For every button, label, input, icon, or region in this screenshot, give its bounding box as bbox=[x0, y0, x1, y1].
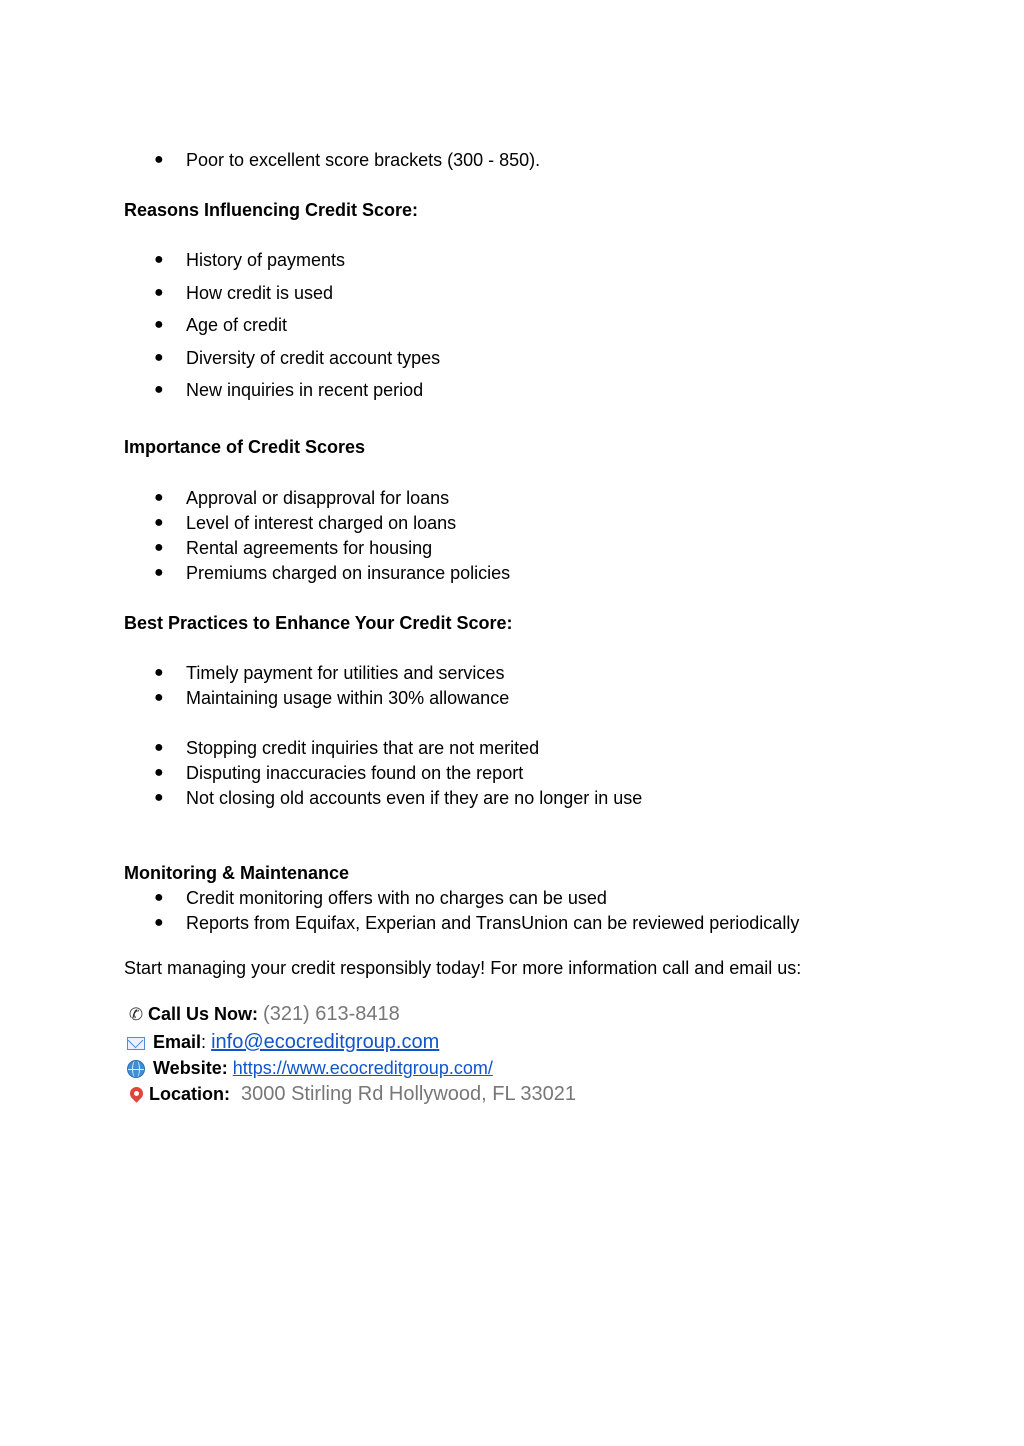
section-heading-best-practices: Best Practices to Enhance Your Credit Score: bbox=[124, 613, 513, 633]
bullet-icon: ● bbox=[154, 764, 164, 781]
phone-label: Call Us Now: bbox=[148, 1004, 259, 1024]
bullet-icon: ● bbox=[154, 349, 164, 366]
list-item-text: Timely payment for utilities and services bbox=[186, 663, 505, 683]
bullet-icon: ● bbox=[154, 739, 164, 756]
list-item-text: Level of interest charged on loans bbox=[186, 513, 457, 533]
email-separator: : bbox=[201, 1032, 207, 1052]
contact-website bbox=[124, 1055, 493, 1081]
email-icon bbox=[127, 1037, 145, 1050]
bullet-icon: ● bbox=[154, 489, 164, 506]
bullet-icon: ● bbox=[154, 381, 164, 398]
bullet-icon: ● bbox=[154, 564, 164, 581]
list-item-text: Approval or disapproval for loans bbox=[186, 488, 450, 508]
list-item-text: Stopping credit inquiries that are not merited bbox=[186, 738, 540, 758]
list-item-text: Age of credit bbox=[186, 315, 288, 335]
bullet-icon: ● bbox=[154, 789, 164, 806]
list-item-text: History of payments bbox=[186, 250, 346, 270]
list-item-text: Maintaining usage within 30% allowance bbox=[186, 688, 510, 708]
list-item-text: Rental agreements for housing bbox=[186, 538, 433, 558]
phone-icon: ✆ bbox=[128, 1005, 144, 1025]
list-item-text: How credit is used bbox=[186, 283, 334, 303]
section-heading-monitoring: Monitoring & Maintenance bbox=[124, 863, 349, 883]
location-address: 3000 Stirling Rd Hollywood, FL 33021 bbox=[241, 1083, 577, 1105]
list-item-text: Premiums charged on insurance policies bbox=[186, 563, 511, 583]
email-label: Email bbox=[153, 1032, 202, 1052]
list-item-text: Disputing inaccuracies found on the report bbox=[186, 763, 524, 783]
list-item-text: Reports from Equifax, Experian and TransUnion can be reviewed periodically bbox=[186, 913, 800, 933]
bullet-icon: ● bbox=[154, 284, 164, 301]
website-label: Website: bbox=[153, 1058, 228, 1078]
list-item-text: Poor to excellent score brackets (300 - 850). bbox=[186, 150, 541, 170]
globe-icon bbox=[127, 1060, 145, 1078]
list-item-text: Credit monitoring offers with no charges can be used bbox=[186, 888, 607, 908]
bullet-icon: ● bbox=[154, 689, 164, 706]
section-heading-importance: Importance of Credit Scores bbox=[124, 437, 366, 457]
bullet-icon: ● bbox=[154, 889, 164, 906]
contact-email bbox=[124, 1029, 439, 1055]
bullet-icon: ● bbox=[154, 664, 164, 681]
bullet-icon: ● bbox=[154, 151, 164, 168]
bullet-icon: ● bbox=[154, 914, 164, 931]
list-item-text: Diversity of credit account types bbox=[186, 348, 441, 368]
location-label: Location: bbox=[149, 1084, 230, 1104]
bullet-icon: ● bbox=[154, 251, 164, 268]
list-item-text: Not closing old accounts even if they are no longer in use bbox=[186, 788, 643, 808]
closing-paragraph: Start managing your credit responsibly today! For more information call and email us: bbox=[124, 958, 802, 978]
phone-number[interactable]: (321) 613-8418 bbox=[263, 1003, 400, 1025]
contact-location bbox=[124, 1081, 576, 1107]
email-link[interactable]: info@ecocreditgroup.com bbox=[211, 1031, 440, 1053]
section-heading-reasons: Reasons Influencing Credit Score: bbox=[124, 200, 419, 220]
pin-icon bbox=[127, 1084, 145, 1102]
website-link[interactable]: https://www.ecocreditgroup.com/ bbox=[232, 1058, 493, 1078]
bullet-icon: ● bbox=[154, 539, 164, 556]
contact-phone bbox=[124, 1001, 400, 1028]
bullet-icon: ● bbox=[154, 316, 164, 333]
bullet-icon: ● bbox=[154, 514, 164, 531]
list-item-text: New inquiries in recent period bbox=[186, 380, 424, 400]
